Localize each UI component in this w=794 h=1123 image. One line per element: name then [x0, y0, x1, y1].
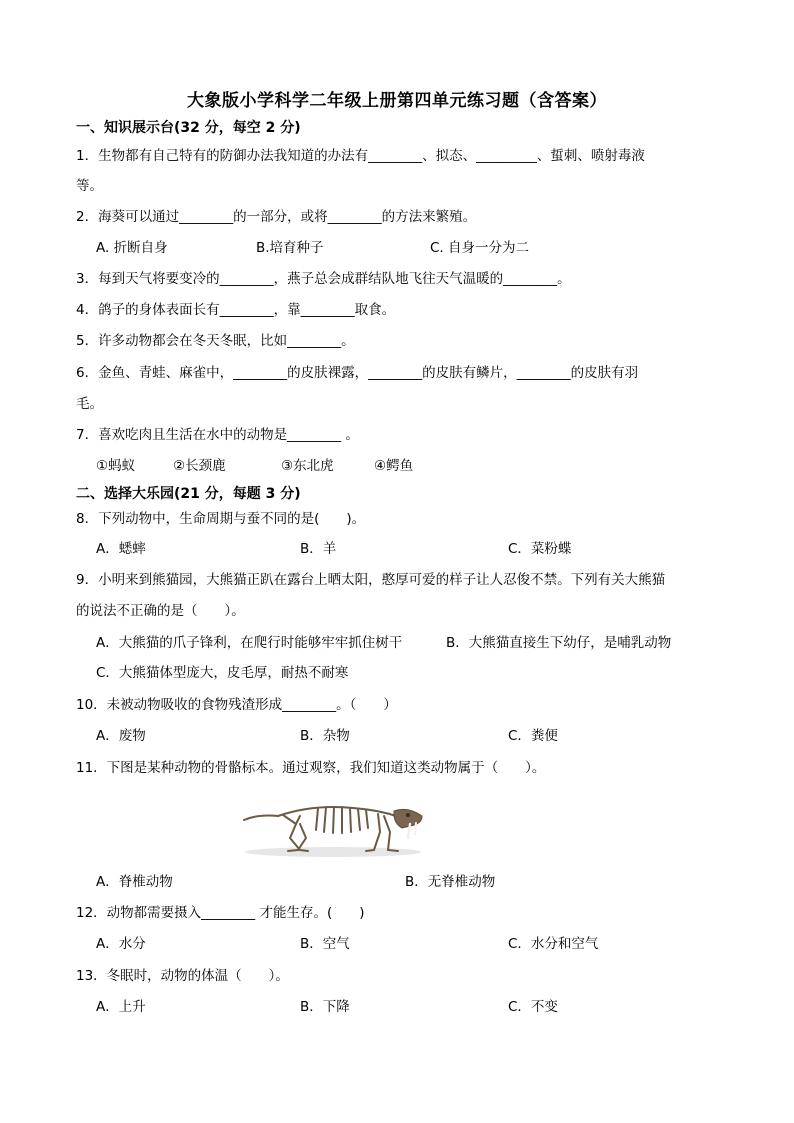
- question-1-line-2: 等。: [76, 178, 103, 194]
- question-1-line-1: 1．生物都有自己特有的防御办法我知道的办法有________、拟态、_________、蜇刺、喷射毒液: [76, 148, 645, 164]
- question-9-option-c: C．大熊猫体型庞大，皮毛厚，耐热不耐寒: [96, 665, 349, 681]
- question-13: 13．冬眠时，动物的体温（ ）。: [76, 968, 289, 984]
- question-7-option-3: ③东北虎: [281, 458, 334, 474]
- question-2-option-a: A. 折断自身: [96, 240, 168, 256]
- question-12: 12．动物都需要摄入________ 才能生存。( ): [76, 905, 365, 921]
- question-13-option-c: C．不变: [508, 999, 558, 1015]
- question-11: 11．下图是某种动物的骨骼标本。通过观察，我们知道这类动物属于（ ）。: [76, 760, 546, 776]
- section-heading-1: 一、知识展示台(32 分，每空 2 分): [76, 120, 301, 136]
- question-8-option-c: C．菜粉蝶: [508, 541, 572, 557]
- question-9-line-1: 9．小明来到熊猫园，大熊猫正趴在露台上晒太阳，憨厚可爱的样子让人忍俊不禁。下列有关大熊猫: [76, 572, 666, 588]
- question-10-option-b: B．杂物: [300, 728, 350, 744]
- question-3: 3．每到天气将要变冷的________，燕子总会成群结队地飞往天气温暖的________。: [76, 271, 571, 287]
- question-7-option-4: ④鳄鱼: [374, 458, 414, 474]
- question-8-option-b: B．羊: [300, 541, 337, 557]
- section-heading-2: 二、选择大乐园(21 分，每题 3 分): [76, 486, 301, 502]
- question-11-option-b: B．无脊椎动物: [405, 874, 496, 890]
- question-12-option-a: A．水分: [96, 936, 146, 952]
- question-10: 10．未被动物吸收的食物残渣形成________。（ ）: [76, 697, 397, 713]
- question-13-option-a: A．上升: [96, 999, 146, 1015]
- question-9-line-2: 的说法不正确的是（ ）。: [76, 603, 245, 619]
- question-2-option-c: C. 自身一分为二: [430, 240, 530, 256]
- question-13-option-b: B．下降: [300, 999, 350, 1015]
- question-2: 2．海葵可以通过________的一部分，或将________的方法来繁殖。: [76, 209, 477, 225]
- question-6-line-1: 6．金鱼、青蛙、麻雀中，________的皮肤裸露，________的皮肤有鳞片，________的皮肤有羽: [76, 365, 639, 381]
- question-8-option-a: A．蟋蟀: [96, 541, 146, 557]
- question-9-option-a: A．大熊猫的爪子锋利，在爬行时能够牢牢抓住树干: [96, 635, 403, 651]
- question-7-option-1: ①蚂蚁: [96, 458, 136, 474]
- question-6-line-2: 毛。: [76, 396, 103, 412]
- question-10-option-a: A．废物: [96, 728, 146, 744]
- question-8: 8．下列动物中，生命周期与蚕不同的是( )。: [76, 511, 366, 527]
- question-7: 7．喜欢吃肉且生活在水中的动物是________ 。: [76, 427, 359, 443]
- question-4: 4．鸽子的身体表面长有________，靠________取食。: [76, 302, 396, 318]
- question-5: 5．许多动物都会在冬天冬眠，比如________。: [76, 333, 355, 349]
- question-10-option-c: C．粪便: [508, 728, 558, 744]
- question-2-option-b: B.培育种子: [256, 240, 324, 256]
- question-11-option-a: A．脊椎动物: [96, 874, 173, 890]
- question-12-option-c: C．水分和空气: [508, 936, 599, 952]
- question-7-option-2: ②长颈鹿: [173, 458, 226, 474]
- page-title: 大象版小学科学二年级上册第四单元练习题（含答案）: [187, 91, 607, 111]
- question-9-option-b: B．大熊猫直接生下幼仔，是哺乳动物: [446, 635, 672, 651]
- question-12-option-b: B．空气: [300, 936, 350, 952]
- animal-skeleton-image: [238, 798, 428, 860]
